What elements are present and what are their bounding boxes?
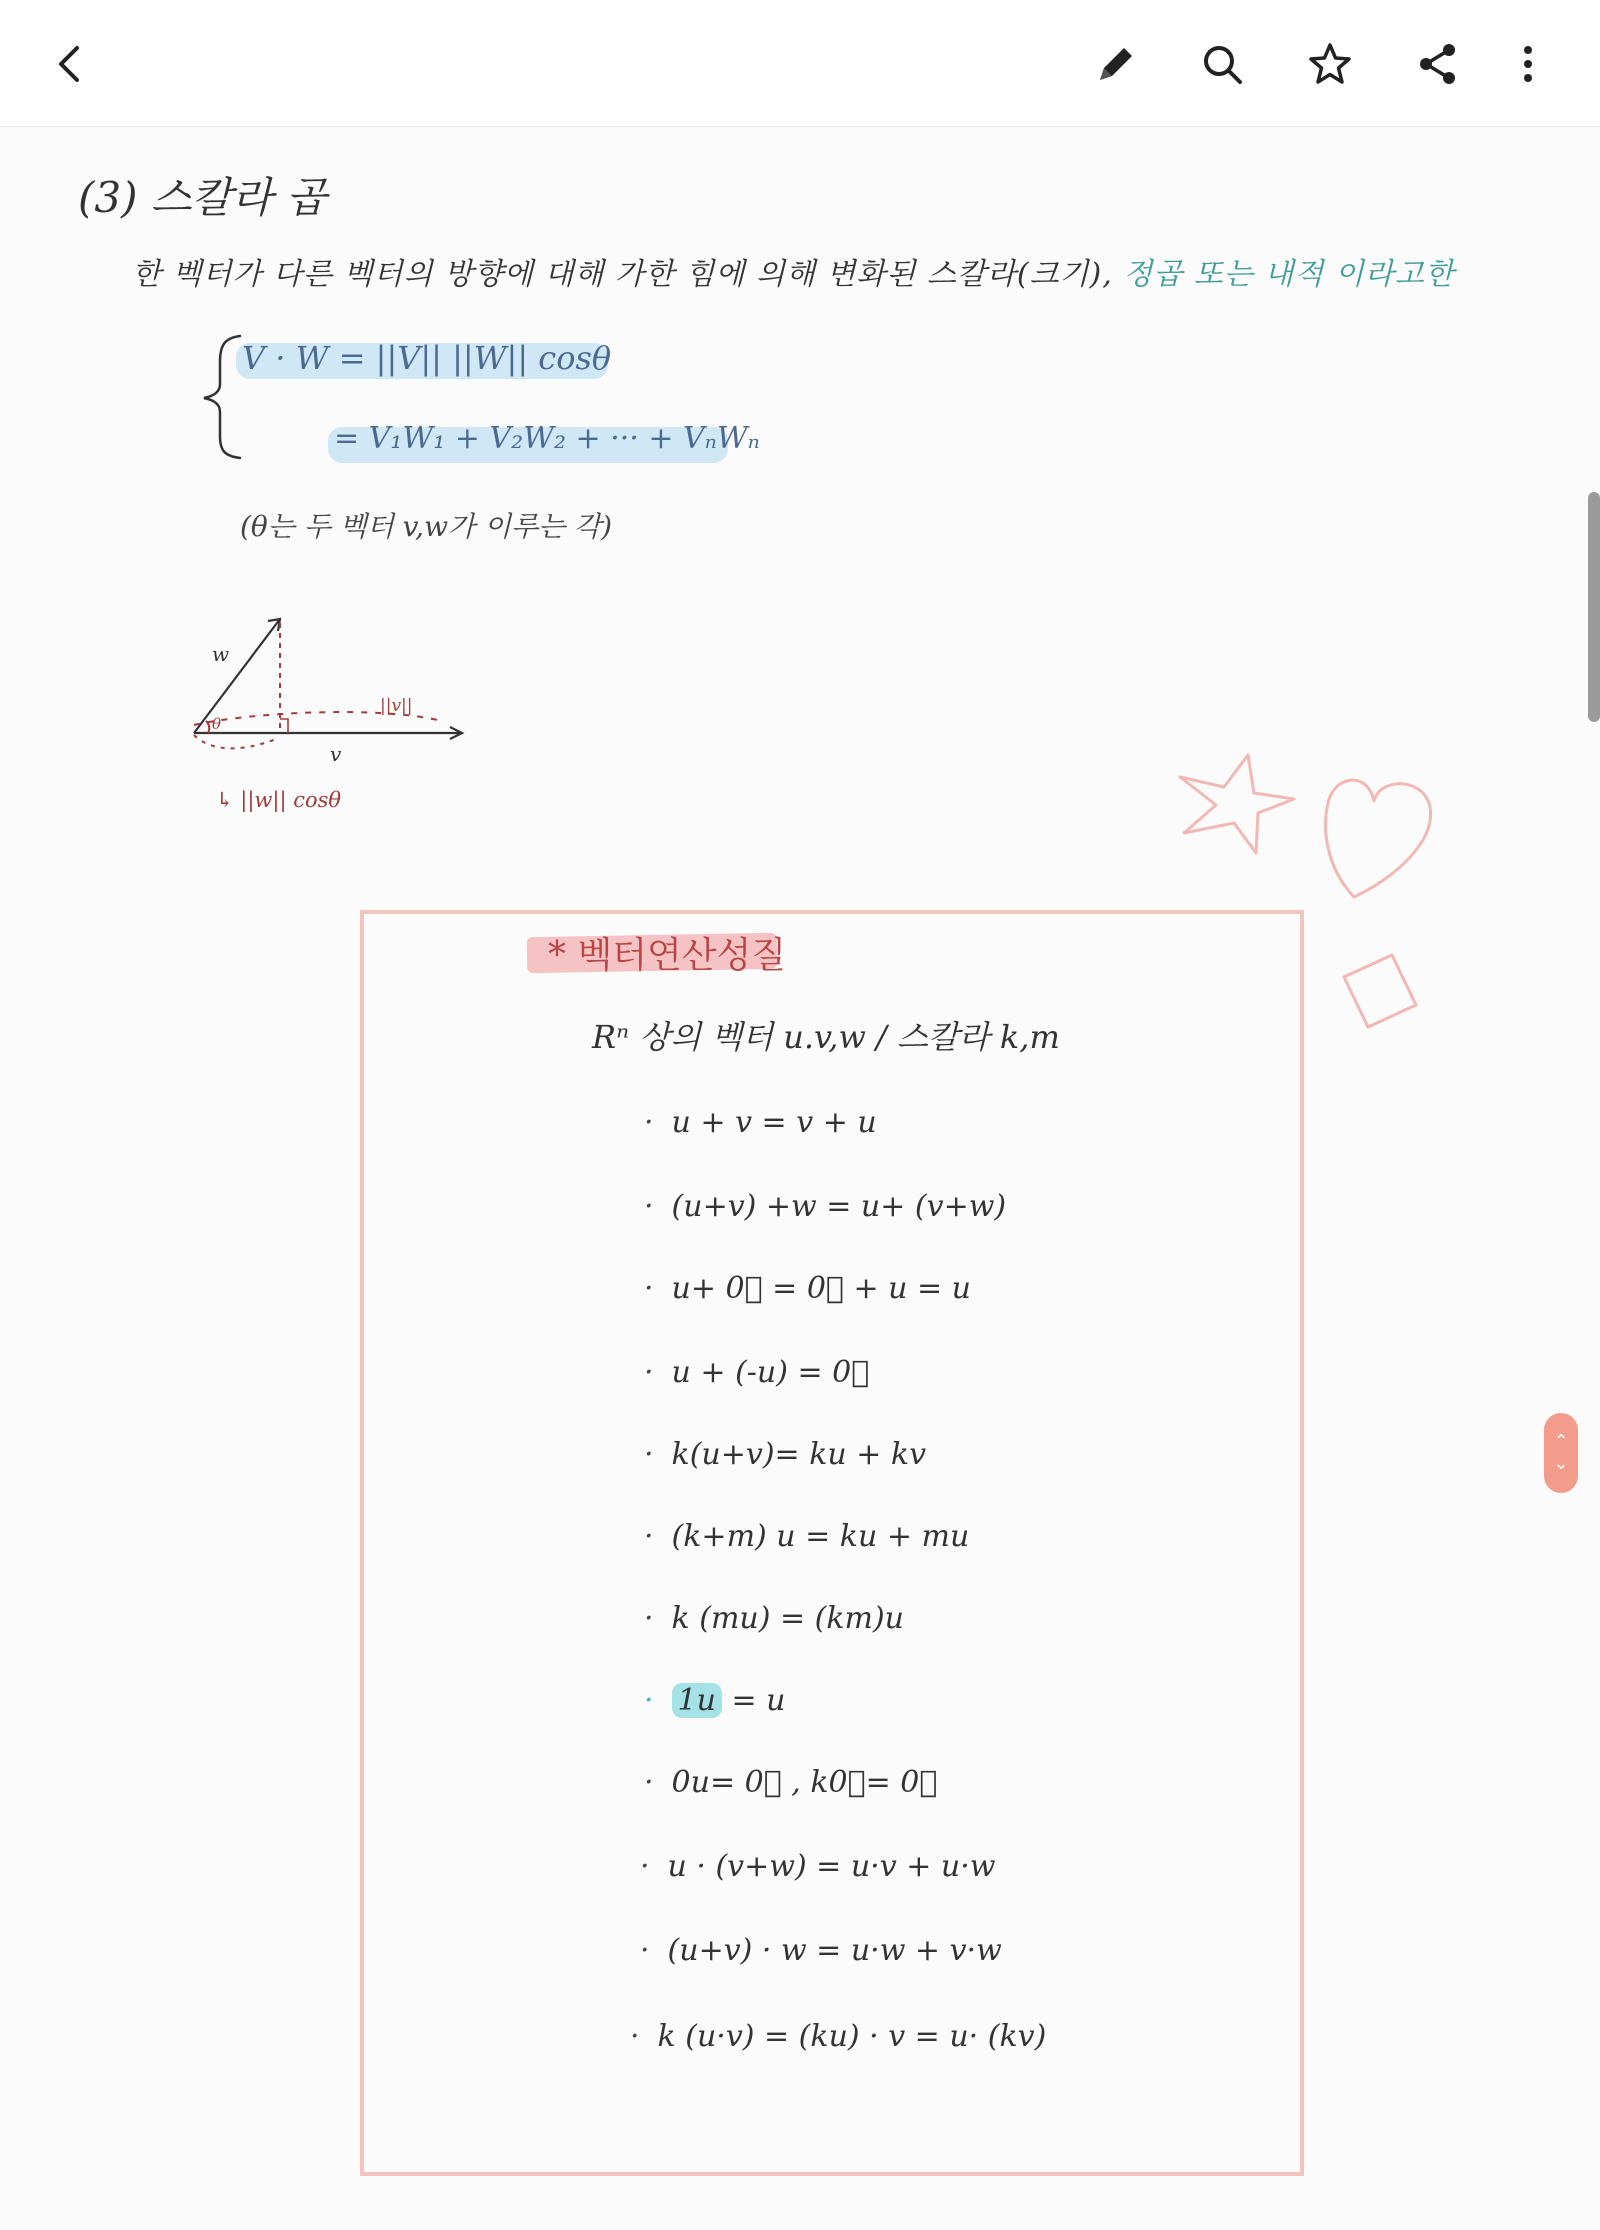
rule-text: 0u= 0⃗ , k0⃗= 0⃗ (671, 1765, 938, 1800)
note-canvas[interactable] (0, 127, 1600, 2230)
favorite-button[interactable] (1294, 28, 1366, 100)
share-icon (1416, 42, 1460, 86)
heart-sticker-icon (1320, 767, 1436, 903)
rule-text: u+ 0⃗ = 0⃗ + u = u (671, 1271, 971, 1306)
rule-item: · k (mu) = (km)u (644, 1601, 905, 1636)
diagram-label-theta: θ (212, 715, 222, 733)
box-title: * 벡터연산성질 (548, 935, 787, 976)
rule-item: · 0u= 0⃗ , k0⃗= 0⃗ (644, 1765, 938, 1800)
dot-product-formula: V · W = ||V|| ||W|| cosθ (242, 339, 612, 377)
back-arrow-icon (53, 44, 87, 84)
box-subtitle: Rⁿ 상의 벡터 u.v,w / 스칼라 k,m (592, 1018, 1060, 1056)
diagram-label-norm-v: ||v|| (380, 696, 413, 716)
rule-text: (u+v) · w = u·w + v·w (667, 1933, 1002, 1968)
rule-text: (u+v) +w = u+ (v+w) (671, 1189, 1007, 1224)
rule-text-suffix: = u (721, 1683, 786, 1718)
rule-item: · k(u+v)= ku + kv (644, 1437, 927, 1472)
scrollbar-thumb[interactable] (1588, 492, 1600, 722)
definition-sentence (132, 249, 1455, 293)
rule-text: u · (v+w) = u·v + u·w (667, 1849, 996, 1884)
rule-item: · (u+v) · w = u·w + v·w (640, 1933, 1002, 1968)
chevron-up-icon: ⌃ (1553, 1431, 1569, 1452)
page-scroll-button[interactable] (1544, 1413, 1578, 1493)
search-icon (1200, 42, 1244, 86)
section-title: (3) 스칼라 곱 (78, 173, 327, 222)
search-button[interactable] (1186, 28, 1258, 100)
diagram-label-projection: ↳ ||w|| cosθ (216, 788, 342, 812)
more-vertical-icon (1522, 44, 1534, 84)
rule-item-highlighted: · 1u = u (644, 1683, 786, 1718)
pen-button[interactable] (1080, 28, 1152, 100)
star-icon (1307, 41, 1353, 87)
rule-text: k (u·v) = (ku) · v = u· (kv) (657, 2019, 1047, 2054)
chevron-down-icon: ⌄ (1553, 1453, 1569, 1474)
definition-text: 한 벡터가 다른 벡터의 방향에 대해 가한 힘에 의해 변화된 스칼라(크기), (132, 257, 1113, 292)
rule-item: · u + v = v + u (644, 1105, 877, 1140)
star-sticker-icon (1172, 747, 1300, 865)
diagram-label-v: v (330, 742, 342, 766)
projection-diagram (176, 601, 476, 821)
rule-item: · (u+v) +w = u+ (v+w) (644, 1189, 1007, 1224)
rule-item: · u + (-u) = 0⃗ (644, 1355, 870, 1390)
pen-icon (1094, 42, 1138, 86)
dot-product-components: = V₁W₁ + V₂W₂ + ··· + VₙWₙ (334, 421, 760, 456)
theta-note: (θ는 두 벡터 v,w가 이루는 각) (240, 510, 613, 543)
top-toolbar (0, 0, 1600, 127)
share-button[interactable] (1402, 28, 1474, 100)
rule-text: (k+m) u = ku + mu (671, 1519, 970, 1554)
rule-text: u + (-u) = 0⃗ (671, 1355, 870, 1390)
square-sticker-icon (1336, 949, 1424, 1037)
back-button[interactable] (34, 28, 106, 100)
diagram-label-w: w (212, 642, 230, 666)
rule-item: · k (u·v) = (ku) · v = u· (kv) (630, 2019, 1047, 2054)
rule-text: k(u+v)= ku + kv (671, 1437, 927, 1472)
rule-text: u + v = v + u (671, 1105, 877, 1140)
rule-text-highlighted: 1u (672, 1683, 722, 1718)
definition-teal-text: 정곱 또는 내적 이라고한 (1112, 257, 1455, 292)
rule-item: · u+ 0⃗ = 0⃗ + u = u (644, 1271, 971, 1306)
rule-item: · u · (v+w) = u·v + u·w (640, 1849, 996, 1884)
rule-item: · (k+m) u = ku + mu (644, 1519, 970, 1554)
rule-text: k (mu) = (km)u (671, 1601, 905, 1636)
more-options-button[interactable] (1492, 28, 1564, 100)
